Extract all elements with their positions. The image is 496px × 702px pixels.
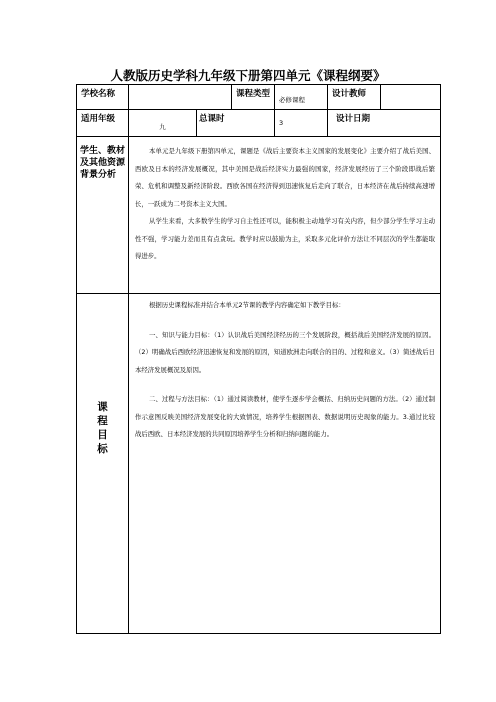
row-objectives xyxy=(77,294,441,634)
objectives-knowledge: 一、知识与能力目标：（1）认识战后美国经济经历的三个发展阶段，概括战后美国经济发展的原因。（2）明确战后西欧经济迅速恢复和发展的原因，知道欧洲走向联合的目的、过程和意义。（3）简述战后日本经济发展概况及原因。 xyxy=(135,330,435,374)
objectives-label-text: 课程目标 xyxy=(97,401,108,455)
course-type-label: 课程类型 xyxy=(232,85,275,110)
curriculum-form-table xyxy=(76,84,441,634)
row-grade xyxy=(77,110,441,137)
design-date-label: 设计日期 xyxy=(328,110,441,137)
school-name-value[interactable] xyxy=(129,85,232,110)
total-hours-label: 总课时 xyxy=(197,110,275,137)
background-paragraph-1: 本单元是九年级下册第四单元，课题是《战后主要资本主义国家的发展变化》主要介绍了战后美国、西欧及日本的经济发展概况，其中美国是战后经济实力最强的国家，经济发展经历了三个阶段即战后繁荣、危机和调整及新经济阶段。西欧各国在经济得到迅速恢复后走向了联合，日本经济在战后持续高速增长，一跃成为二号资本主义大国。 xyxy=(135,147,435,208)
objectives-process: 二、过程与方法目标：（1）通过阅读教材，使学生逐步学会概括、归纳历史问题的方法。（2）通过制作示意图反映美国经济发展变化的大致情况，培养学生根据图表、数据说明历史现象的能力。3.通过比较战后西欧、日本经济发展的共同原因培养学生分析和归纳问题的能力。 xyxy=(135,395,435,438)
total-hours-value[interactable]: 3 xyxy=(275,110,328,137)
background-label: 学生、教材及其他资源背景分析 xyxy=(77,137,129,294)
objectives-content[interactable] xyxy=(129,294,441,634)
row-background xyxy=(77,137,441,294)
background-content[interactable] xyxy=(129,137,441,294)
row-school xyxy=(77,85,441,110)
grade-value[interactable]: 九 xyxy=(129,110,197,137)
background-paragraph-2: 从学生来看，大多数学生的学习自主性还可以，能积极主动地学习有关内容，但少部分学生学习主动性不强，学习能力差而且有点贪玩。教学时应以鼓励为主，采取多元化评价方法让不同层次的学生都能取得进步。 xyxy=(135,217,435,260)
course-type-value[interactable]: 必修课程 xyxy=(275,85,328,110)
grade-label: 适用年级 xyxy=(77,110,129,137)
school-name-label: 学校名称 xyxy=(77,85,129,110)
designer-value[interactable] xyxy=(381,85,441,110)
objectives-label xyxy=(77,294,129,634)
objectives-intro: 根据历史课程标准并结合本单元2节课的教学内容确定如下教学目标： xyxy=(149,301,345,309)
page-title: 人教版历史学科九年级下册第四单元《课程纲要》 xyxy=(110,68,386,83)
designer-label: 设计教师 xyxy=(328,85,381,110)
